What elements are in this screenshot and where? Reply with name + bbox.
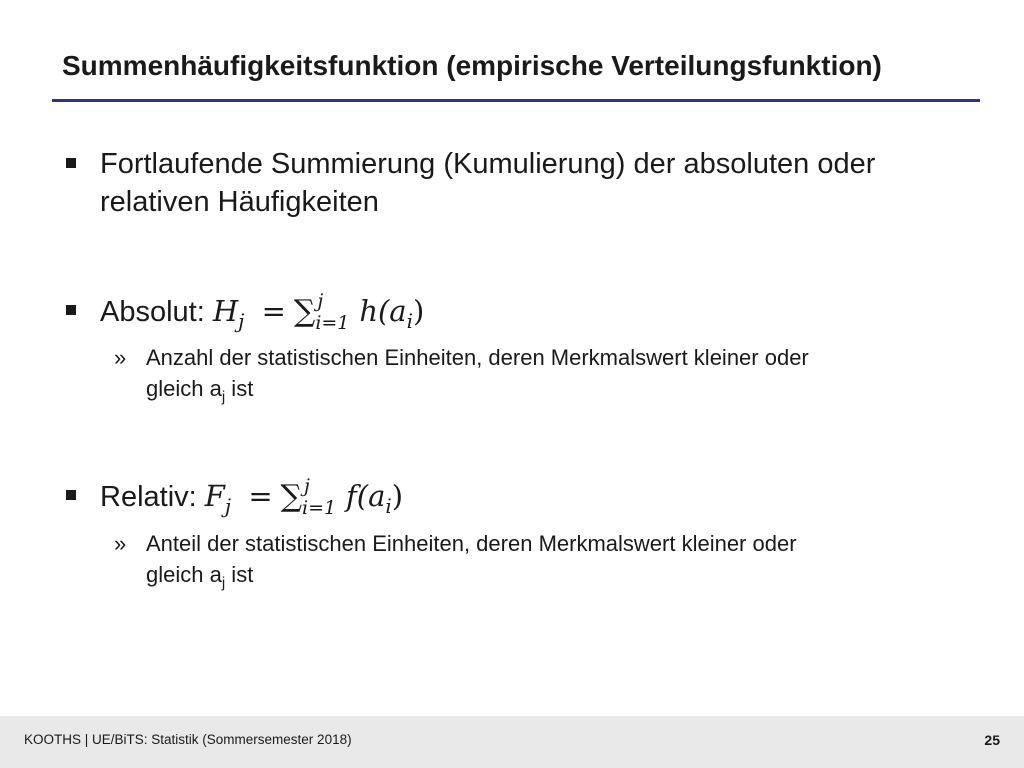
bullet-square-icon (66, 305, 76, 315)
slide-footer (0, 716, 1024, 768)
relative-label: Relativ: (100, 481, 197, 513)
footer-course-info: KOOTHS | UE/BiTS: Statistik (Sommersemester 2018) (24, 732, 352, 747)
relative-description-line-2: gleich $a_j$ ist (146, 562, 254, 592)
sum-symbol-icon: ∑ (293, 294, 316, 329)
bullet-line-1: Fortlaufende Summierung (Kumulierung) der absoluten oder (100, 148, 876, 180)
raquo-icon: » (114, 531, 127, 556)
relative-formula-line (100, 477, 403, 525)
relative-description-line-1: Anteil der statistischen Einheiten, deren Merkmalswert kleiner oder (146, 531, 797, 556)
bullet-square-icon (66, 490, 76, 500)
absolute-formula: $H_j$ = ∑ j i=1 $h(a_i)$ (212, 290, 425, 334)
bullet-line-2: relativen Häufigkeiten (100, 186, 379, 218)
bullet-square-icon (66, 158, 76, 168)
absolute-label: Absolut: (100, 296, 205, 328)
raquo-icon: » (114, 345, 127, 370)
slide-title: Summenhäufigkeitsfunktion (empirische Verteilungsfunktion) (62, 50, 882, 81)
absolute-description-line-1: Anzahl der statistischen Einheiten, deren Merkmalswert kleiner oder (146, 345, 809, 370)
sum-symbol-icon: ∑ (280, 479, 303, 514)
absolute-formula-line (100, 292, 424, 340)
title-underline (52, 99, 980, 102)
absolute-description-line-2: gleich $a_j$ ist (146, 376, 254, 406)
relative-formula: $F_j$ = ∑ j i=1 $f(a_i)$ (204, 475, 404, 519)
page-number: 25 (984, 732, 1000, 748)
